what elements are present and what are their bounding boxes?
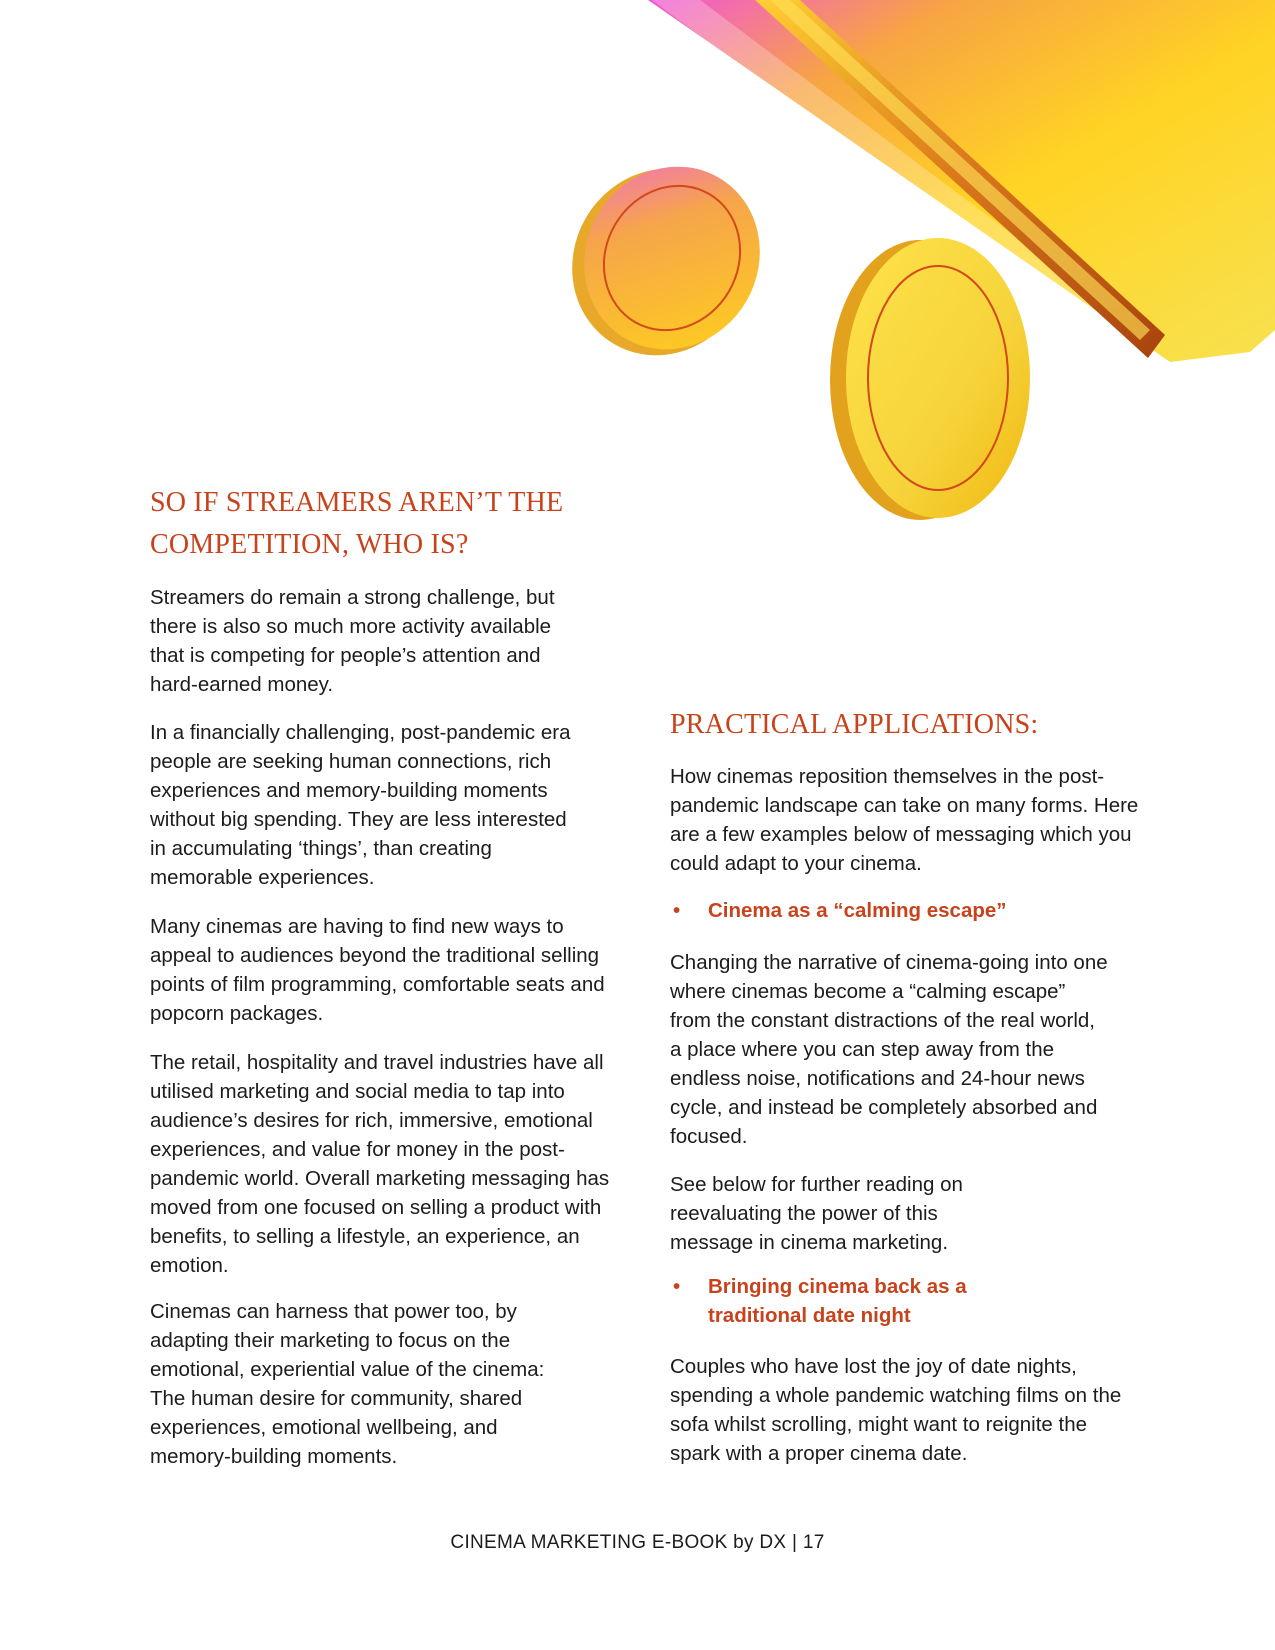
section-heading-competition: SO IF STREAMERS AREN’T THE COMPETITION, WHO IS? [150, 487, 564, 560]
paragraph: Changing the narrative of cinema-going into one where cinemas become a “calming escape” from the constant distractions of the real world, a place where you can step away from the endless noise, notifications and 24-hour news cycle, and instead be completely absorbed and focused. [670, 951, 1108, 1148]
paragraph: Many cinemas are having to find new ways to appeal to audiences beyond the traditional selling points of film programming, comfortable seats and popcorn packages. [150, 915, 605, 1025]
paragraph: Streamers do remain a strong challenge, but there is also so much more activity available that is competing for people’s attention and hard-earned money. [150, 586, 555, 696]
bullet-label: Bringing cinema back as a traditional date night [708, 1275, 967, 1327]
bullet-date-night [670, 1272, 1018, 1330]
paragraph: In a financially challenging, post-pandemic era people are seeking human connections, rich experiences and memory-building moments without big spending. They are less interested in accumulating ‘things’, than creating memorable experiences. [150, 721, 571, 889]
paragraph: See below for further reading on reevaluating the power of this message in cinema marketing. [670, 1173, 963, 1254]
page-footer [0, 1532, 1275, 1554]
bullet-icon: • [673, 899, 681, 922]
footer-separator: | [792, 1532, 798, 1553]
bullet-label: Cinema as a “calming escape” [708, 899, 1007, 922]
bullet-calming-escape [670, 896, 1138, 925]
bullet-icon: • [673, 1275, 681, 1298]
section-heading-practical-applications: PRACTICAL APPLICATIONS: [670, 709, 1039, 740]
paragraph: The retail, hospitality and travel industries have all utilised marketing and social media to tap into audience’s desires for rich, immersive, emotional experiences, and value for money in the post-pandemic world. Overall marketing messaging has moved from one focused on selling a product with benefits, to selling a lifestyle, an experience, an emotion. [150, 1051, 610, 1277]
gold-coins-and-wallet-icon [0, 0, 1275, 560]
page-number: 17 [802, 1532, 825, 1553]
footer-title: CINEMA MARKETING E-BOOK by DX [450, 1532, 787, 1553]
paragraph: Couples who have lost the joy of date nights, spending a whole pandemic watching films on the sofa whilst scrolling, might want to reignite the spark with a proper cinema date. [670, 1355, 1122, 1465]
paragraph: Cinemas can harness that power too, by adapting their marketing to focus on the emotional, experiential value of the cinema: The human desire for community, shared experiences, emotional wellbeing, and memory-building moments. [150, 1300, 545, 1468]
paragraph: How cinemas reposition themselves in the post-pandemic landscape can take on many forms. Here are a few examples below of messaging which you could adapt to your cinema. [670, 765, 1139, 875]
